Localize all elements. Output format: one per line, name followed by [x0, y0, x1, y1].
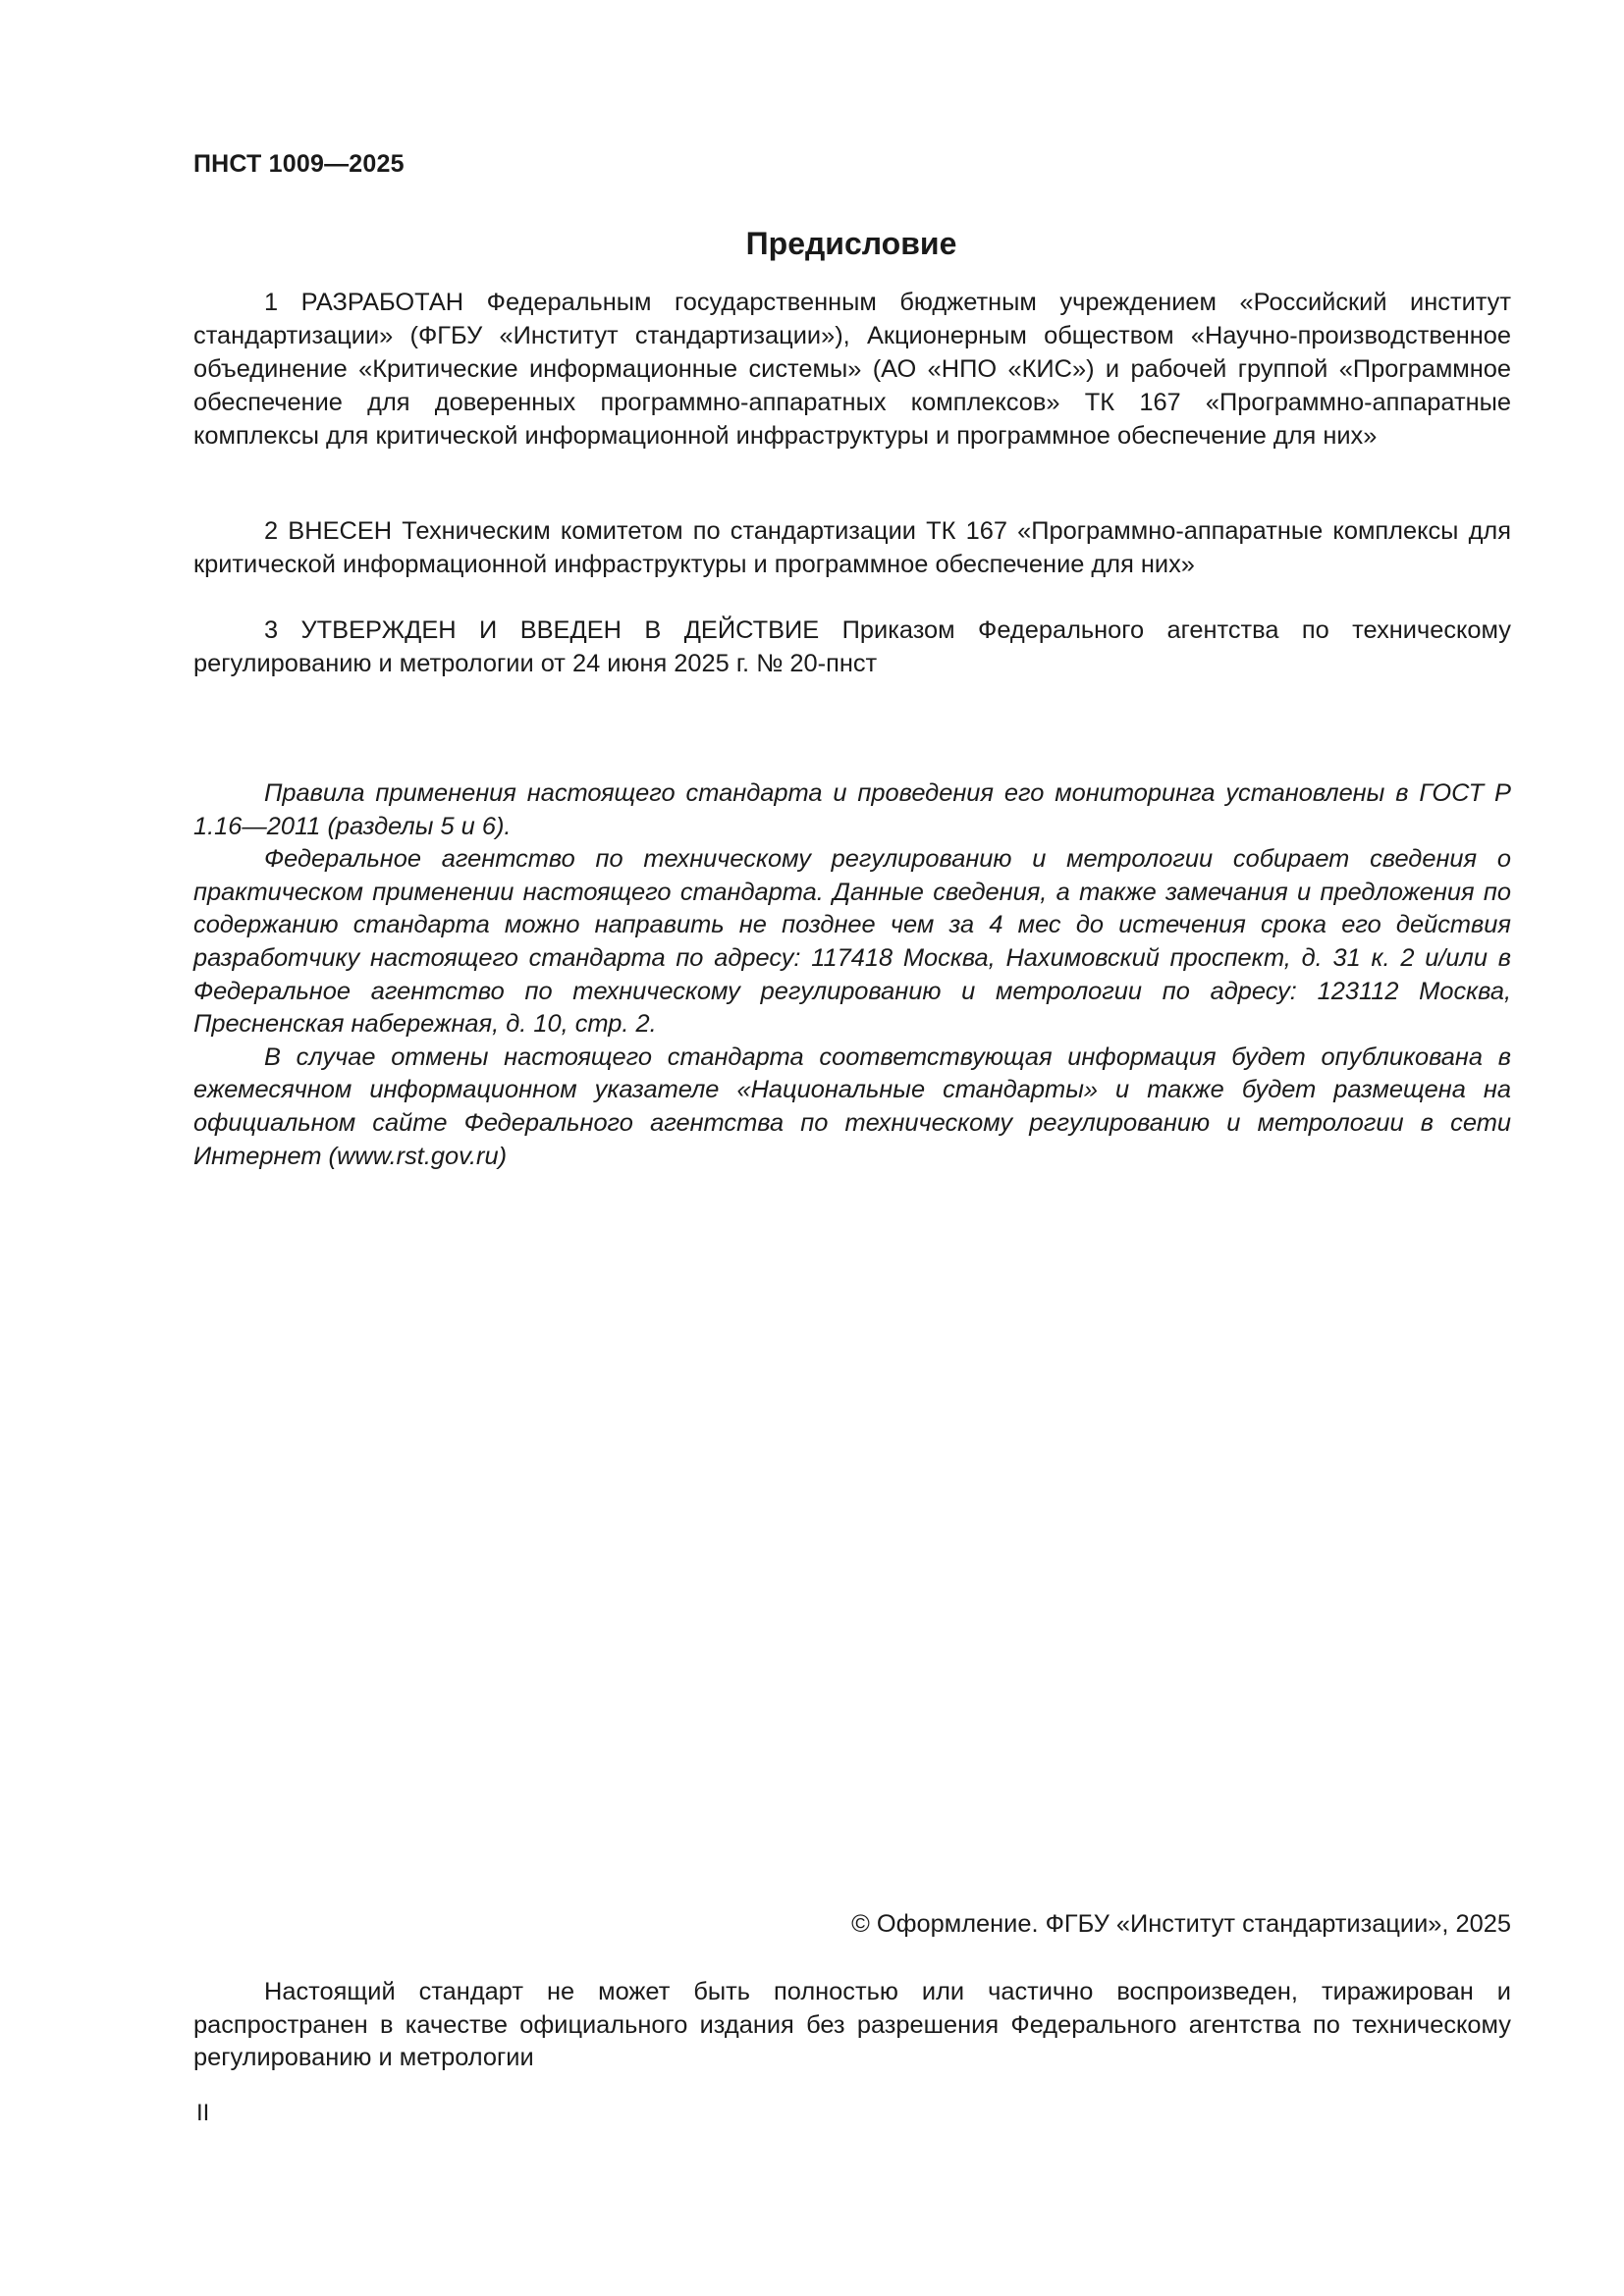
preface-item-2-text: 2 ВНЕСЕН Техническим комитетом по стандартизации ТК 167 «Программно-аппаратные комплексы для критической информационной инфраструктуры и программное обеспечение для них»	[193, 517, 1511, 578]
notes-paragraph-3: В случае отмены настоящего стандарта соответствующая информация будет опубликована в ежемесячном информационном указателе «Национальные стандарты» и также будет размещена на официальном сайте Федерального агентства по техническому регулированию и метрологии в сети Интернет (www.rst.gov.ru)	[193, 1042, 1511, 1170]
preface-item-3	[193, 614, 1511, 680]
application-notes	[193, 777, 1511, 1173]
preface-item-1	[193, 286, 1511, 453]
preface-item-3-text: 3 УТВЕРЖДЕН И ВВЕДЕН В ДЕЙСТВИЕ Приказом Федерального агентства по техническому регулированию и метрологии от 24 июня 2025 г. № 20-пнст	[193, 616, 1511, 677]
reproduction-notice-text: Настоящий стандарт не может быть полностью или частично воспроизведен, тиражирован и распространен в качестве официального издания без разрешения Федерального агентства по техническому регулированию и метрологии	[193, 1978, 1511, 2072]
page-title: Предисловие	[745, 226, 957, 261]
reproduction-notice	[193, 1976, 1511, 2075]
page-number: II	[196, 2100, 210, 2126]
notes-paragraph-2: Федеральное агентство по техническому регулированию и метрологии собирает сведения о практическом применении настоящего стандарта. Данные сведения, а также замечания и предложения по содержанию стандарта можно направить не позднее чем за 4 мес до истечения срока его действия разработчику настоящего стандарта по адресу: 117418 Москва, Нахимовский проспект, д. 31 к. 2 и/или в Федеральное агентство по техническому регулированию и метрологии по адресу: 123112 Москва, Пресненская набережная, д. 10, стр. 2.	[193, 845, 1511, 1039]
preface-item-1-text: 1 РАЗРАБОТАН Федеральным государственным бюджетным учреждением «Российский институт стандартизации» (ФГБУ «Институт стандартизации»), Акционерным обществом «Научно-производственное объединение «Критические информационные системы» (АО «НПО «КИС») и рабочей группой «Программное обеспечение для доверенных программно-аппаратных комплексов» ТК 167 «Программно-аппаратные комплексы для критической информационной инфраструктуры и программное обеспечение для них»	[193, 289, 1511, 450]
preface-item-2	[193, 514, 1511, 581]
notes-paragraph-1: Правила применения настоящего стандарта и проведения его мониторинга установлены в ГОСТ Р 1.16—2011 (разделы 5 и 6).	[193, 779, 1511, 840]
copyright-line: © Оформление. ФГБУ «Институт стандартизации», 2025	[851, 1910, 1511, 1938]
document-code: ПНСТ 1009—2025	[193, 150, 405, 178]
